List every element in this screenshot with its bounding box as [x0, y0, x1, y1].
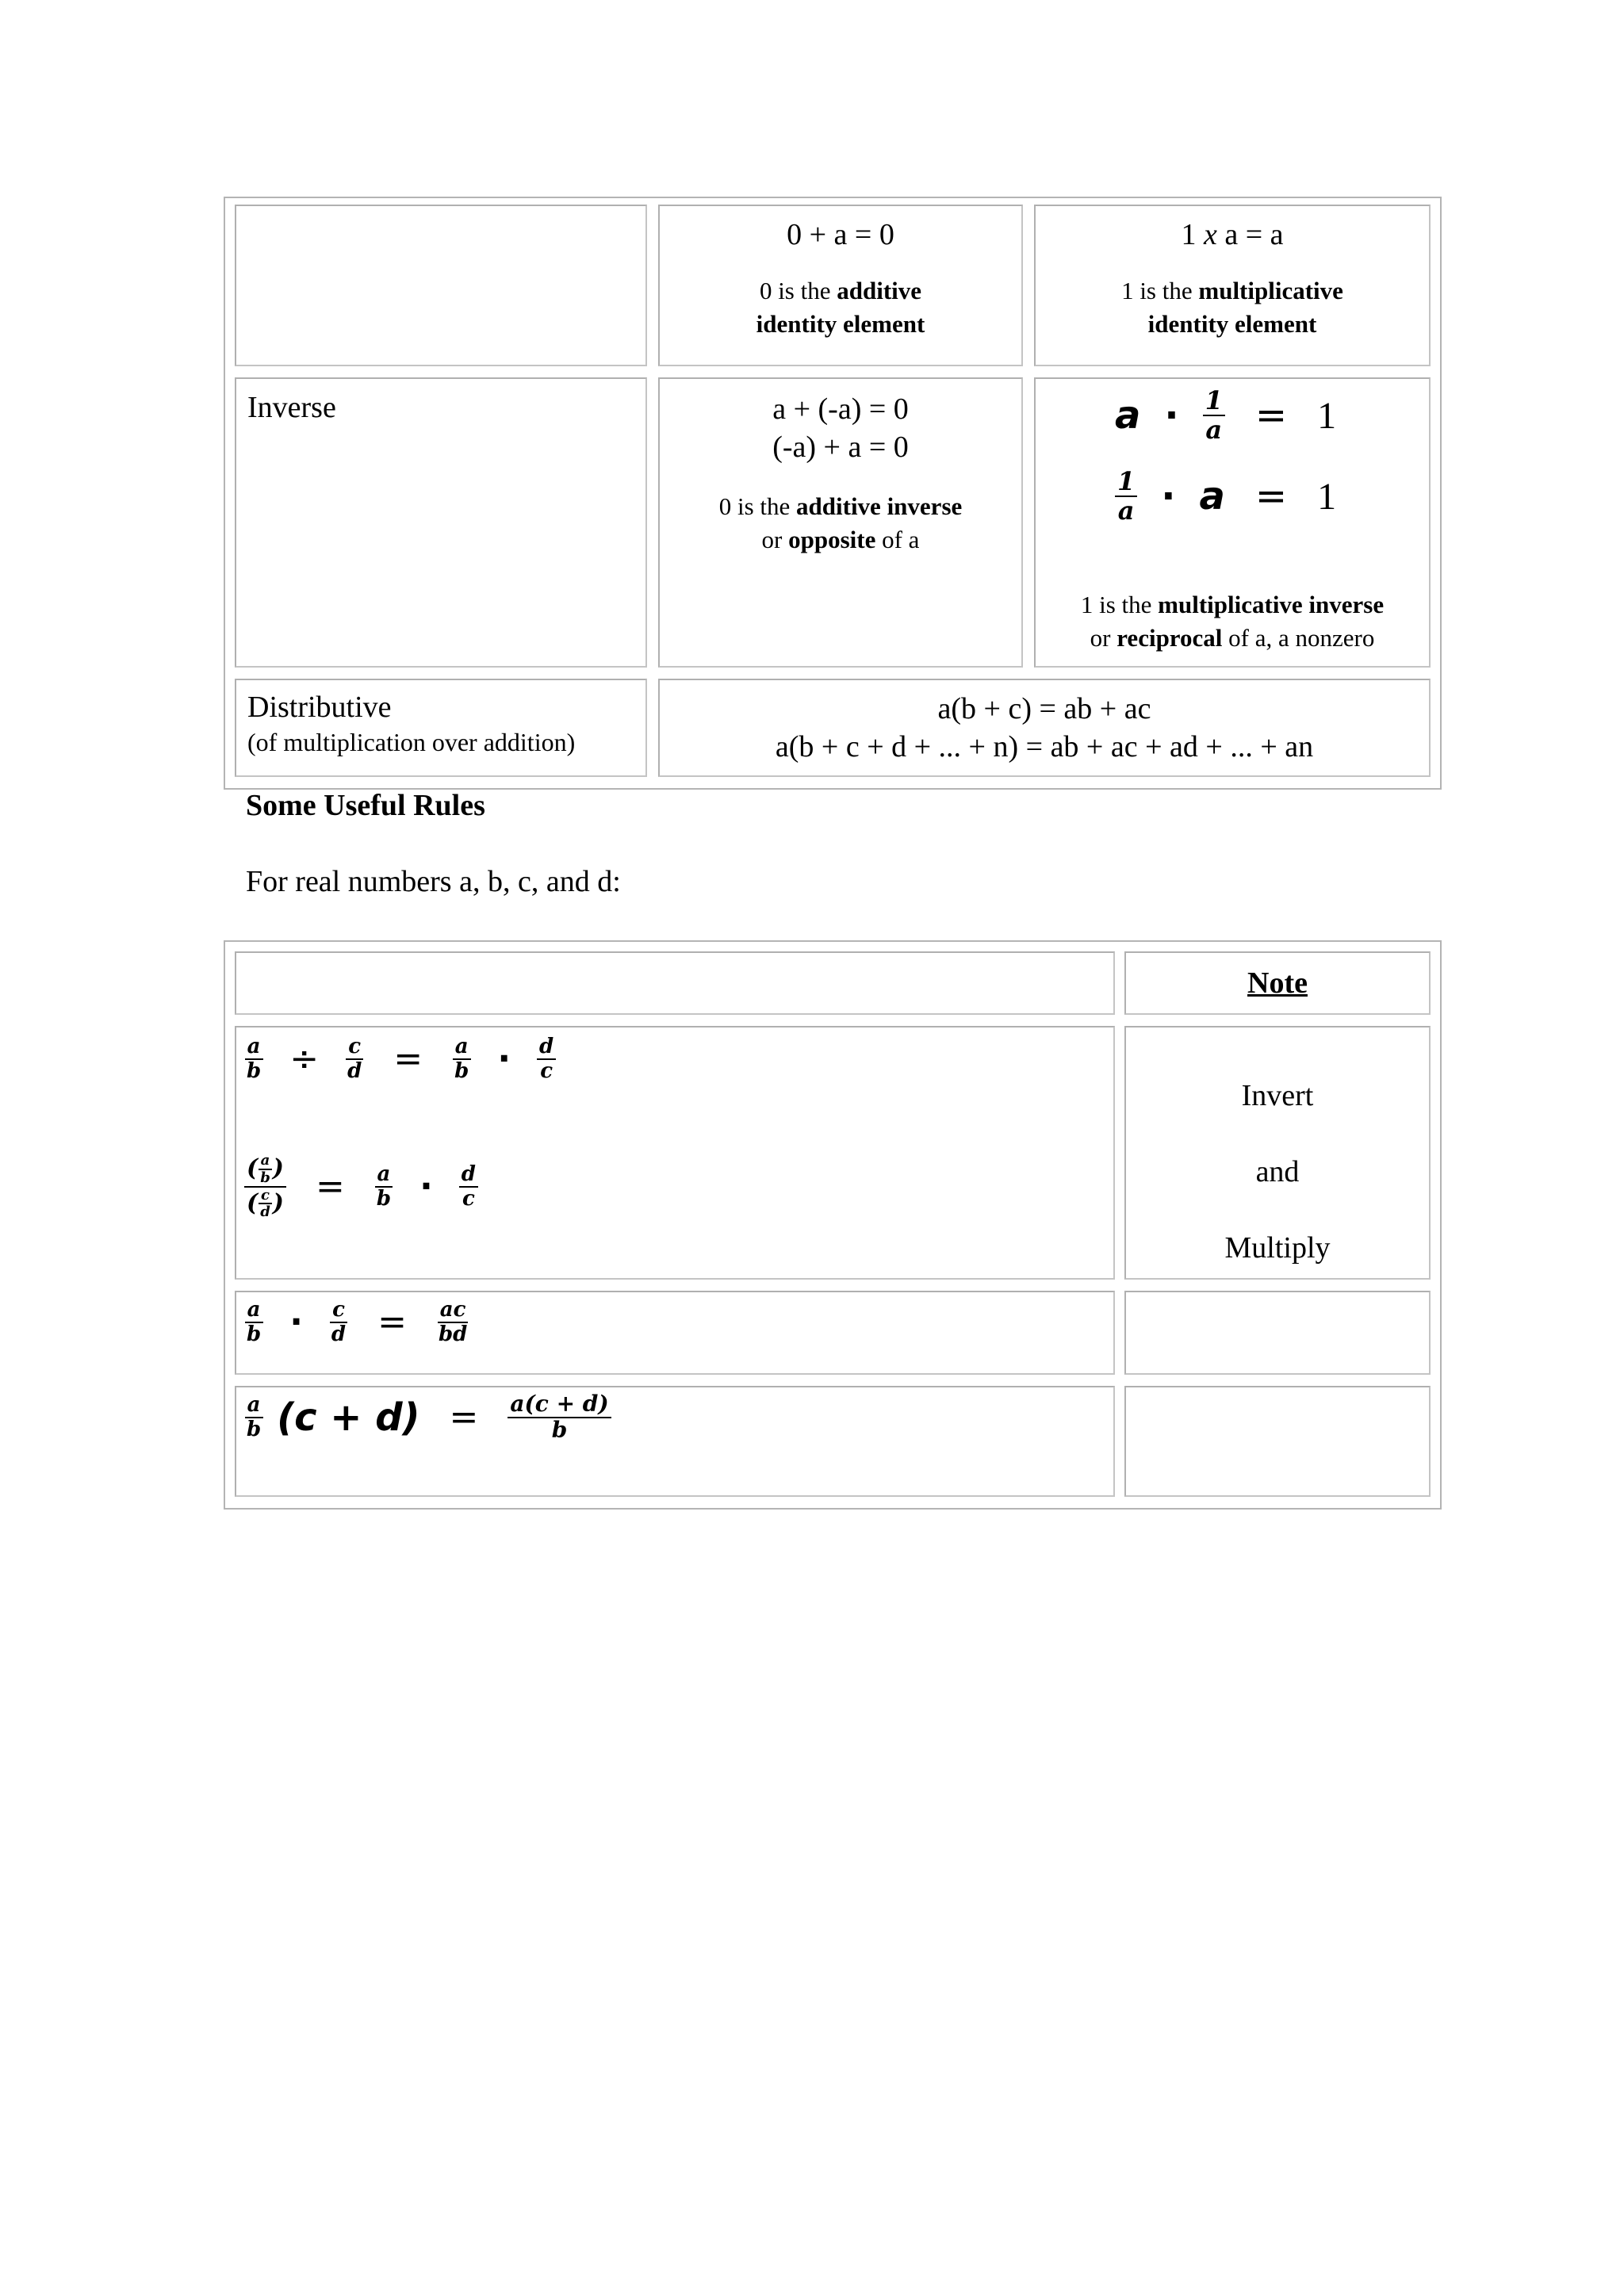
multiplicative-identity-cell	[1034, 205, 1431, 366]
division-rule-cell	[235, 1026, 1115, 1280]
reciprocal-formula-2: $\frac{1}{a}$ · a = 1	[1115, 468, 1336, 525]
multiplicative-identity-formula: 1 x a = a	[1181, 218, 1284, 251]
distributive-formulas	[660, 690, 1429, 766]
division-formula-2: ( $\frac{a}{b}$ ) ( $\frac{c}{d}$ ) = $\frac{a}{b}$ · $\frac{d}{c}$	[244, 1153, 478, 1220]
fraction-distribution-rule-cell	[235, 1386, 1115, 1497]
rules-header-note-cell	[1124, 951, 1431, 1015]
division-formula-1: $\frac{a}{b}$ ÷ $\frac{c}{d}$ = $\frac{a}{b}$ · $\frac{d}{c}$	[244, 1035, 556, 1083]
multiplication-formula: $\frac{a}{b}$ · $\frac{c}{d}$ = $\frac{ac}{bd}$	[244, 1299, 469, 1346]
additive-identity-desc: 0 is the additive identity element	[756, 277, 925, 338]
rules-header-left	[235, 951, 1115, 1015]
identity-label-cell	[235, 205, 647, 366]
note-header: Note	[1247, 966, 1308, 1000]
multiplicative-identity-desc: 1 is the multiplicative identity element	[1121, 277, 1343, 338]
multiplication-rule-cell	[235, 1291, 1115, 1375]
section-heading: Some Useful Rules	[246, 789, 485, 822]
division-note-cell	[1124, 1026, 1431, 1280]
distributive-label: Distributive	[247, 691, 392, 724]
distributive-label-cell	[235, 679, 647, 777]
note-and: and	[1255, 1155, 1300, 1188]
inverse-label-cell	[235, 377, 647, 668]
distributive-formula-2: a(b + c + d + ... + n) = ab + ac + ad + ... + an	[775, 730, 1314, 763]
note-multiply: Multiply	[1224, 1231, 1331, 1265]
inverse-label: Inverse	[247, 391, 336, 424]
additive-inverse-formula-1: a + (-a) = 0	[772, 392, 909, 426]
division-note	[1126, 1058, 1429, 1286]
multiplicative-inverse-cell	[1034, 377, 1431, 668]
distributive-sublabel: (of multiplication over addition)	[247, 728, 576, 756]
additive-inverse-formula-2: (-a) + a = 0	[772, 430, 909, 464]
intro-text: For real numbers a, b, c, and d:	[246, 865, 621, 898]
additive-identity-formula: 0 + a = 0	[787, 218, 894, 251]
note-invert: Invert	[1241, 1079, 1314, 1112]
reciprocal-formula-1: a · $\frac{1}{a}$ = 1	[1115, 385, 1337, 446]
multiplicative-inverse-desc: 1 is the multiplicative inverse or reciprocal of a, a nonzero	[1080, 591, 1385, 652]
distributive-formula-cell	[658, 679, 1431, 777]
fraction-distribution-formula: $\frac{a}{b}$ (c + d) = $\frac{a(c + d)}{b}$	[244, 1392, 611, 1443]
additive-inverse-formulas	[660, 390, 1021, 466]
multiplication-note-cell	[1124, 1291, 1431, 1375]
fraction-distribution-note-cell	[1124, 1386, 1431, 1497]
additive-inverse-desc: 0 is the additive inverse or opposite of a	[718, 492, 963, 553]
additive-inverse-cell	[658, 377, 1023, 668]
distributive-formula-1: a(b + c) = ab + ac	[937, 692, 1151, 725]
additive-identity-cell	[658, 205, 1023, 366]
